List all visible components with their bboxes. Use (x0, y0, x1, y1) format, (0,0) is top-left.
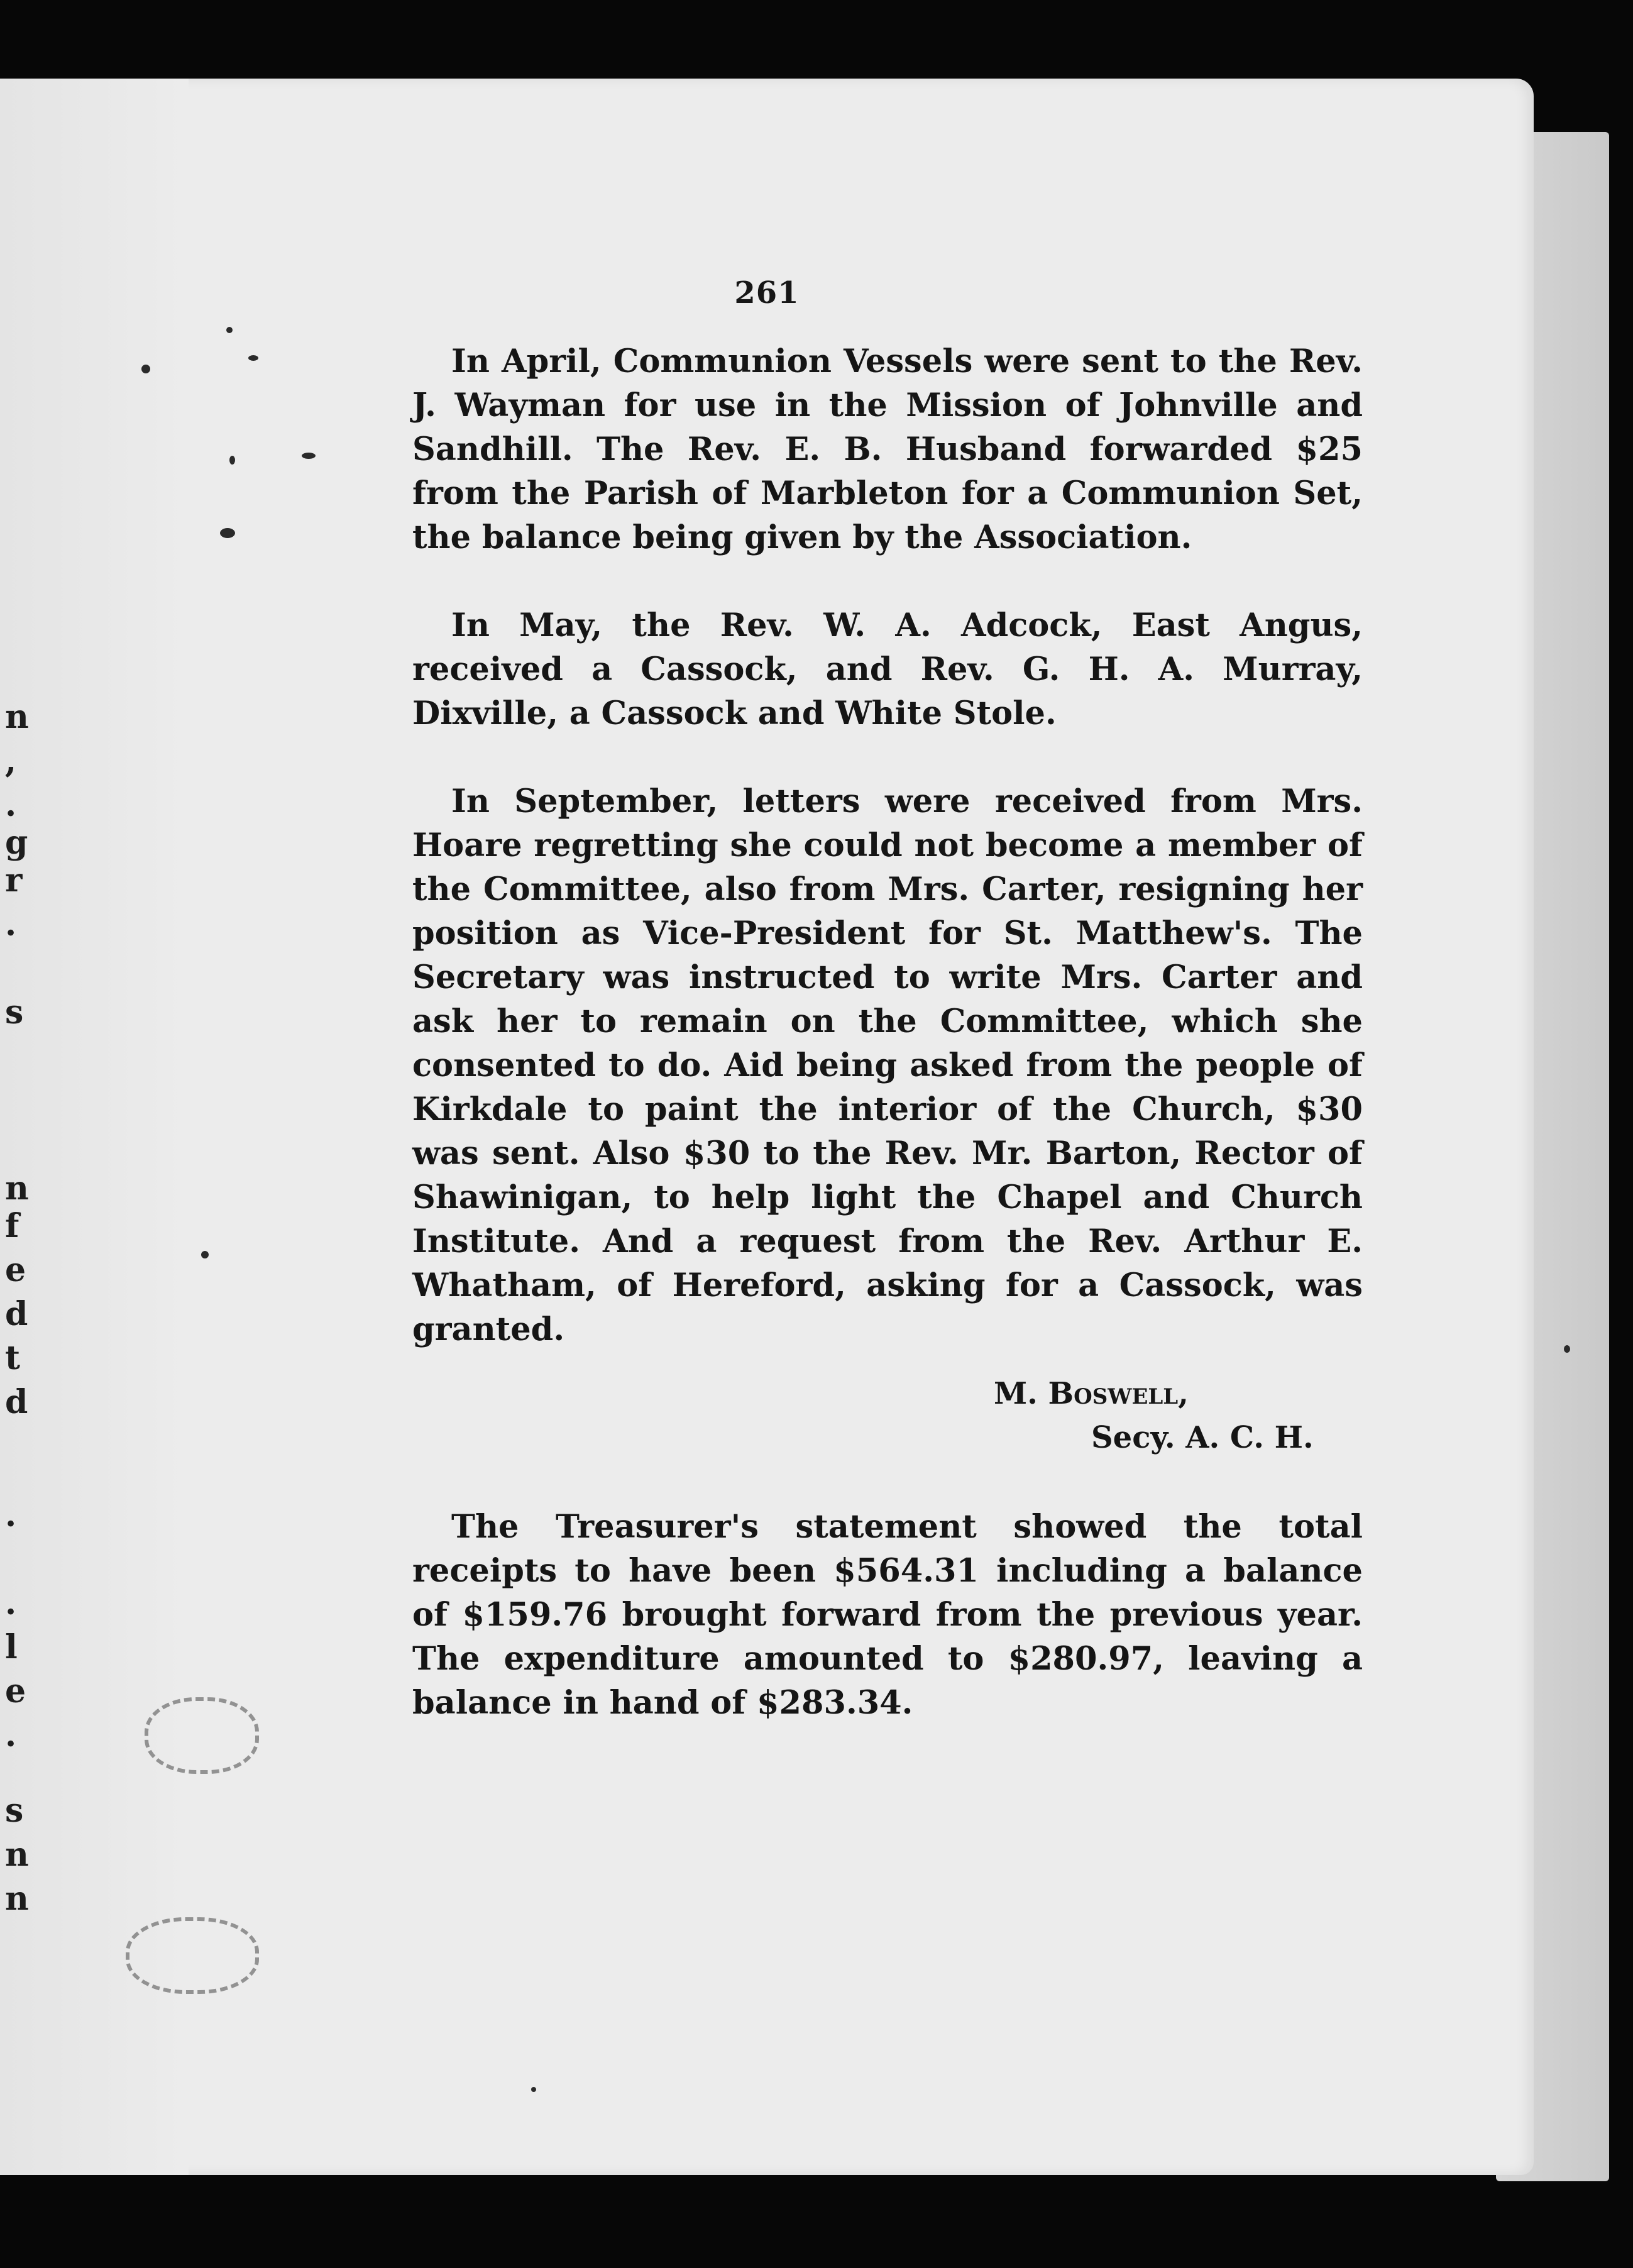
stain-blot (145, 1697, 259, 1774)
ink-speck (229, 456, 235, 465)
signature-block (412, 1372, 1363, 1460)
margin-fragment: r (5, 861, 23, 900)
margin-fragment: . (5, 1496, 17, 1534)
margin-fragment: t (5, 1339, 21, 1377)
margin-fragment: e (5, 1672, 26, 1710)
stain-blot (126, 1917, 259, 1994)
body-text (412, 339, 1363, 1769)
margin-fragment: d (5, 1295, 28, 1333)
ink-speck (141, 365, 150, 373)
margin-fragment: n (5, 698, 29, 736)
margin-fragment: n (5, 1169, 29, 1208)
ink-speck (302, 453, 316, 459)
ink-speck (531, 2087, 536, 2092)
margin-fragment: n (5, 1836, 29, 1874)
margin-fragment: . (5, 905, 17, 944)
signature-name: M. Boswell, (994, 1376, 1189, 1411)
ink-speck (201, 1251, 209, 1258)
ink-speck (226, 327, 233, 333)
ink-speck (1564, 1345, 1570, 1353)
margin-fragment: l (5, 1628, 18, 1666)
margin-fragment: e (5, 1251, 26, 1289)
margin-fragment: f (5, 1207, 19, 1245)
paragraph-september: In September, letters were received from Mrs. Hoare regretting she could not become a member of the Committee, also from Mrs. Carter, resigning her position as Vice-President for St. Matthew's. The Secretary was instructed to write Mrs. Carter and ask her to remain on the Committee, which she consented to do. Aid being asked from the people of Kirkdale to paint the interior of the Church, $30 was sent. Also $30 to the Rev. Mr. Barton, Rector of Shawinigan, to help light the Chapel and Church Institute. And a request from the Rev. Arthur E. Whatham, of Hereford, asking for a Cassock, was granted. (412, 783, 1363, 1348)
margin-fragment: n (5, 1880, 29, 1918)
margin-fragment: . (5, 1584, 17, 1622)
page-number: 261 (734, 275, 800, 311)
margin-fragment: . (5, 1716, 17, 1754)
paragraph-treasurer: The Treasurer's statement showed the total receipts to have been $564.31 including a balance of $159.76 brought forward from the previous year. The expenditure amounted to $280.97, leaving a balance in hand of $283.34. (412, 1508, 1363, 1722)
ink-speck (248, 355, 258, 361)
margin-fragment: , (5, 742, 17, 780)
paragraph-april: In April, Communion Vessels were sent to the Rev. J. Wayman for use in the Mission of Johnville and Sandhill. The Rev. E. B. Husband forwarded $25 from the Parish of Marbleton for a Communion Set, the balance being given by the Association. (412, 343, 1363, 556)
margin-fragment: s (5, 993, 24, 1032)
paragraph-may: In May, the Rev. W. A. Adcock, East Angus, received a Cassock, and Rev. G. H. A. Murray, Dixville, a Cassock and White Stole. (412, 607, 1363, 732)
margin-fragment: d (5, 1383, 28, 1421)
margin-fragment: s (5, 1792, 24, 1830)
margin-fragment: . (5, 786, 17, 824)
ink-speck (220, 528, 235, 538)
signature-title: Secy. A. C. H. (1091, 1420, 1314, 1455)
margin-fragment: g (5, 823, 28, 862)
